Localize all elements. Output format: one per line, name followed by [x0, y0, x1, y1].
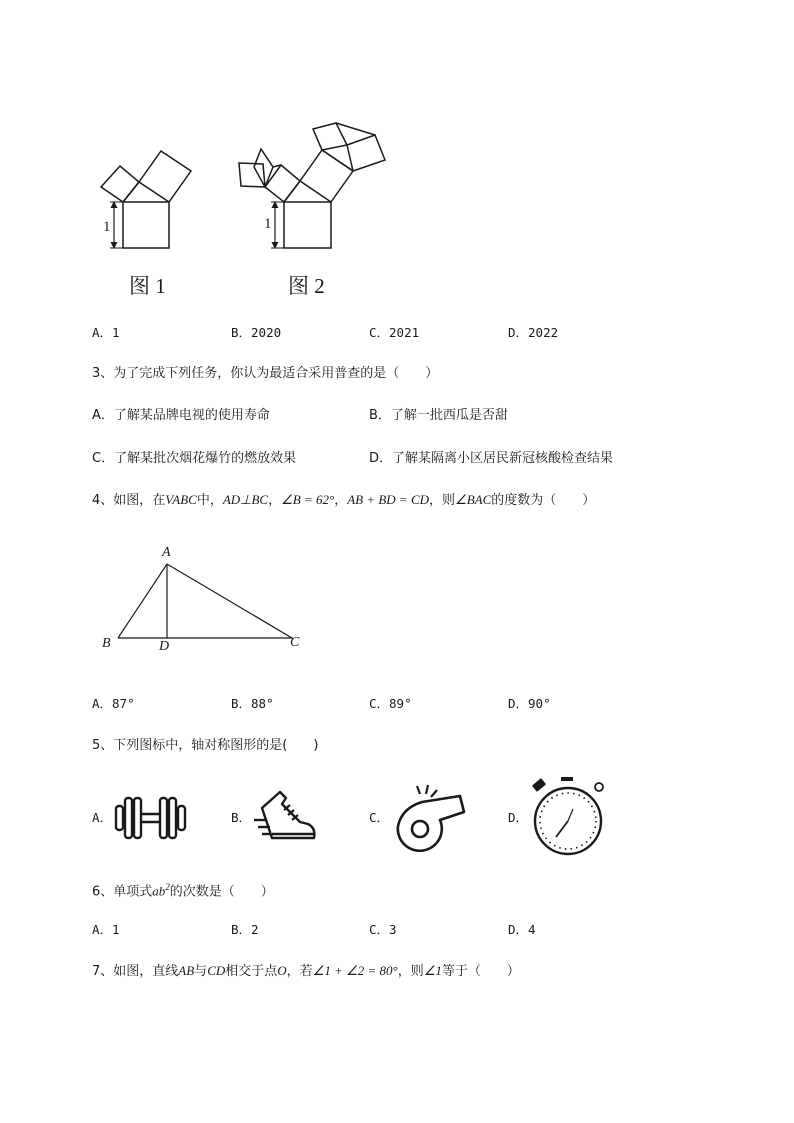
figure-1-caption: 图 1 — [129, 274, 166, 298]
q6-option-b[interactable]: B．2 — [231, 922, 259, 937]
q4-mid1: 中， — [196, 493, 223, 508]
q4-option-a[interactable]: A．87° — [92, 696, 135, 711]
q4-cond1: AD⊥BC — [222, 492, 269, 507]
q5-option-b[interactable]: B． — [231, 810, 252, 825]
pythagoras-tree-figure-2 — [235, 115, 405, 255]
q2-option-a[interactable]: A．1 — [92, 325, 120, 340]
q7-angle: ∠1 — [423, 963, 442, 978]
q6-stem — [92, 878, 274, 901]
dumbbell-icon[interactable] — [112, 793, 192, 843]
q4-sep2: ， — [334, 493, 348, 508]
q7-condition: ∠1 + ∠2 = 80° — [312, 963, 398, 978]
q4-option-b[interactable]: B．88° — [231, 696, 274, 711]
q6-option-a[interactable]: A．1 — [92, 922, 120, 937]
vertex-label-c: C — [290, 635, 300, 650]
q3-option-b[interactable]: B．了解一批西瓜是否甜 — [369, 408, 508, 423]
vertex-label-a: A — [162, 545, 171, 560]
q4-cond2: ∠B = 62° — [281, 492, 335, 507]
q7-mid1: 与 — [194, 964, 208, 979]
stopwatch-icon[interactable] — [523, 773, 613, 858]
q7-prefix: 7、如图，直线 — [92, 964, 179, 979]
q7-stem — [92, 962, 520, 981]
q7-mid4: ，则 — [397, 964, 424, 979]
q4-mid2: ，则 — [429, 493, 456, 508]
q5-stem: 5、下列图标中，轴对称图形的是( ) — [92, 738, 319, 753]
q3-option-d[interactable]: D．了解某隔离小区居民新冠核酸检查结果 — [369, 451, 614, 466]
q3-option-c[interactable]: C．了解某批次烟花爆竹的燃放效果 — [92, 451, 297, 466]
side-length-label-2: 1 — [264, 216, 272, 232]
q6-option-d[interactable]: D．4 — [508, 922, 536, 937]
vertex-label-b: B — [102, 636, 111, 651]
q6-monomial: ab — [152, 883, 166, 899]
q6-prefix: 6、单项式 — [92, 884, 153, 900]
q4-suffix: 的度数为（ ） — [491, 493, 596, 508]
side-length-label-1: 1 — [103, 219, 111, 235]
q4-prefix: 4、如图，在 — [92, 493, 166, 508]
q7-line-cd: CD — [207, 963, 226, 978]
q7-mid2: 相交于点 — [225, 964, 278, 979]
q4-stem — [92, 491, 595, 510]
q7-line-ab: AB — [178, 963, 195, 978]
q4-option-d[interactable]: D．90° — [508, 696, 551, 711]
whistle-icon[interactable] — [390, 782, 470, 852]
q4-angle: ∠BAC — [455, 492, 492, 507]
q5-option-c[interactable]: C． — [369, 810, 390, 825]
figure-2-caption: 图 2 — [288, 274, 325, 298]
q6-option-c[interactable]: C．3 — [369, 922, 397, 937]
q2-option-c[interactable]: C．2021 — [369, 325, 420, 340]
vertex-label-d: D — [159, 639, 170, 654]
q6-exponent: 2 — [165, 882, 170, 892]
q7-suffix: 等于（ ） — [441, 964, 520, 979]
q5-option-a[interactable]: A． — [92, 810, 113, 825]
q4-sep1: ， — [268, 493, 282, 508]
q3-option-a[interactable]: A．了解某品牌电视的使用寿命 — [92, 408, 270, 423]
q7-mid3: ，若 — [286, 964, 313, 979]
q5-option-d[interactable]: D． — [508, 810, 529, 825]
q2-option-d[interactable]: D．2022 — [508, 325, 559, 340]
q7-point-o: O — [277, 963, 287, 978]
q2-option-b[interactable]: B．2020 — [231, 325, 282, 340]
triangle-abc-figure — [110, 555, 310, 665]
pythagoras-tree-figure-1 — [95, 145, 215, 255]
q3-stem: 3、为了完成下列任务，你认为最适合采用普查的是（ ） — [92, 366, 439, 381]
q6-suffix: 的次数是（ ） — [169, 884, 274, 900]
q4-option-c[interactable]: C．89° — [369, 696, 412, 711]
q4-cond3: AB + BD = CD — [347, 492, 430, 507]
running-shoe-icon[interactable] — [252, 788, 322, 848]
q4-triangle: VABC — [165, 492, 197, 507]
